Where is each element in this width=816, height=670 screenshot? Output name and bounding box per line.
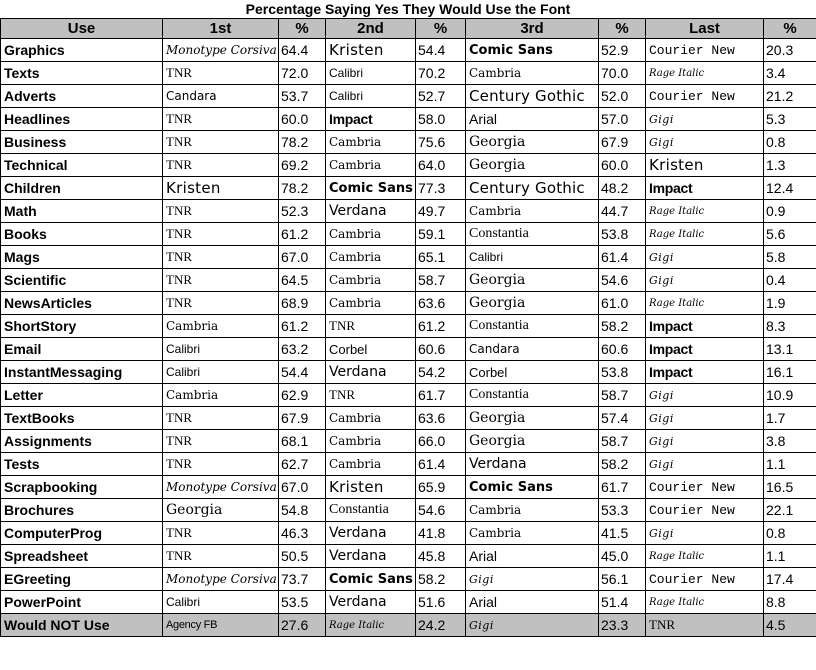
second-pct-cell: 66.0 bbox=[416, 430, 466, 453]
second-pct-cell: 77.3 bbox=[416, 177, 466, 200]
last-font-cell: Rage Italic bbox=[646, 223, 764, 246]
third-font-cell: Cambria bbox=[466, 200, 599, 223]
second-font-cell: TNR bbox=[326, 384, 416, 407]
first-font-cell: TNR bbox=[163, 246, 279, 269]
last-font-cell: Courier New bbox=[646, 568, 764, 591]
first-font-cell: TNR bbox=[163, 292, 279, 315]
first-font-cell: TNR bbox=[163, 200, 279, 223]
first-font-cell: TNR bbox=[163, 407, 279, 430]
use-cell: Business bbox=[1, 131, 163, 154]
third-font-cell: Georgia bbox=[466, 131, 599, 154]
third-pct-cell: 52.0 bbox=[599, 85, 646, 108]
last-font-cell: Impact bbox=[646, 338, 764, 361]
first-font-cell: TNR bbox=[163, 522, 279, 545]
last-font-cell: Kristen bbox=[646, 154, 764, 177]
first-font-cell: TNR bbox=[163, 223, 279, 246]
header-first: 1st bbox=[163, 19, 279, 39]
last-pct-cell: 12.4 bbox=[764, 177, 816, 200]
first-font-cell: TNR bbox=[163, 62, 279, 85]
header-last: Last bbox=[646, 19, 764, 39]
second-font-cell: Cambria bbox=[326, 223, 416, 246]
use-cell: PowerPoint bbox=[1, 591, 163, 614]
second-pct-cell: 63.6 bbox=[416, 292, 466, 315]
second-pct-cell: 41.8 bbox=[416, 522, 466, 545]
table-row bbox=[1, 269, 816, 292]
third-font-cell: Comic Sans bbox=[466, 39, 599, 62]
last-font-cell: Impact bbox=[646, 315, 764, 338]
third-pct-cell: 61.4 bbox=[599, 246, 646, 269]
first-pct-cell: 61.2 bbox=[279, 223, 326, 246]
third-font-cell: Georgia bbox=[466, 292, 599, 315]
last-font-cell: Gigi bbox=[646, 131, 764, 154]
table-row bbox=[1, 85, 816, 108]
third-pct-cell: 45.0 bbox=[599, 545, 646, 568]
last-pct-cell: 21.2 bbox=[764, 85, 816, 108]
second-font-cell: TNR bbox=[326, 315, 416, 338]
third-font-cell: Georgia bbox=[466, 430, 599, 453]
second-font-cell: Cambria bbox=[326, 407, 416, 430]
third-pct-cell: 57.0 bbox=[599, 108, 646, 131]
first-font-cell: TNR bbox=[163, 269, 279, 292]
first-pct-cell: 68.9 bbox=[279, 292, 326, 315]
last-pct-cell: 10.9 bbox=[764, 384, 816, 407]
last-font-cell: TNR bbox=[646, 614, 764, 637]
third-pct-cell: 57.4 bbox=[599, 407, 646, 430]
third-font-cell: Arial bbox=[466, 591, 599, 614]
third-pct-cell: 54.6 bbox=[599, 269, 646, 292]
use-cell: Assignments bbox=[1, 430, 163, 453]
second-font-cell: Corbel bbox=[326, 338, 416, 361]
table-row bbox=[1, 62, 816, 85]
third-font-cell: Georgia bbox=[466, 269, 599, 292]
last-pct-cell: 0.4 bbox=[764, 269, 816, 292]
last-pct-cell: 3.8 bbox=[764, 430, 816, 453]
header-third-pct: % bbox=[599, 19, 646, 39]
third-font-cell: Candara bbox=[466, 338, 599, 361]
third-pct-cell: 44.7 bbox=[599, 200, 646, 223]
second-font-cell: Cambria bbox=[326, 430, 416, 453]
first-pct-cell: 78.2 bbox=[279, 177, 326, 200]
last-font-cell: Rage Italic bbox=[646, 200, 764, 223]
table-row bbox=[1, 591, 816, 614]
first-pct-cell: 50.5 bbox=[279, 545, 326, 568]
second-pct-cell: 60.6 bbox=[416, 338, 466, 361]
third-pct-cell: 67.9 bbox=[599, 131, 646, 154]
last-font-cell: Courier New bbox=[646, 85, 764, 108]
second-font-cell: Rage Italic bbox=[326, 614, 416, 637]
second-pct-cell: 65.9 bbox=[416, 476, 466, 499]
header-last-pct: % bbox=[764, 19, 816, 39]
last-font-cell: Gigi bbox=[646, 108, 764, 131]
table-row bbox=[1, 292, 816, 315]
last-pct-cell: 1.9 bbox=[764, 292, 816, 315]
first-pct-cell: 27.6 bbox=[279, 614, 326, 637]
last-font-cell: Rage Italic bbox=[646, 591, 764, 614]
last-pct-cell: 5.6 bbox=[764, 223, 816, 246]
use-cell: Tests bbox=[1, 453, 163, 476]
table-row bbox=[1, 131, 816, 154]
second-font-cell: Verdana bbox=[326, 361, 416, 384]
third-font-cell: Verdana bbox=[466, 453, 599, 476]
use-cell: Would NOT Use bbox=[1, 614, 163, 637]
last-font-cell: Gigi bbox=[646, 407, 764, 430]
third-font-cell: Georgia bbox=[466, 407, 599, 430]
third-pct-cell: 58.2 bbox=[599, 453, 646, 476]
last-font-cell: Rage Italic bbox=[646, 292, 764, 315]
last-pct-cell: 1.1 bbox=[764, 545, 816, 568]
table-row bbox=[1, 315, 816, 338]
use-cell: Scrapbooking bbox=[1, 476, 163, 499]
first-pct-cell: 54.4 bbox=[279, 361, 326, 384]
second-font-cell: Verdana bbox=[326, 522, 416, 545]
third-font-cell: Cambria bbox=[466, 522, 599, 545]
last-pct-cell: 5.3 bbox=[764, 108, 816, 131]
table-row bbox=[1, 614, 816, 637]
last-font-cell: Courier New bbox=[646, 39, 764, 62]
third-pct-cell: 56.1 bbox=[599, 568, 646, 591]
second-pct-cell: 52.7 bbox=[416, 85, 466, 108]
last-pct-cell: 0.8 bbox=[764, 522, 816, 545]
first-pct-cell: 62.9 bbox=[279, 384, 326, 407]
second-font-cell: Verdana bbox=[326, 545, 416, 568]
header-second: 2nd bbox=[326, 19, 416, 39]
third-font-cell: Georgia bbox=[466, 154, 599, 177]
third-pct-cell: 58.7 bbox=[599, 430, 646, 453]
first-pct-cell: 64.5 bbox=[279, 269, 326, 292]
second-pct-cell: 49.7 bbox=[416, 200, 466, 223]
table-title: Percentage Saying Yes They Would Use the Font bbox=[245, 1, 571, 17]
second-font-cell: Verdana bbox=[326, 200, 416, 223]
second-font-cell: Comic Sans bbox=[326, 177, 416, 200]
table-row bbox=[1, 361, 816, 384]
use-cell: NewsArticles bbox=[1, 292, 163, 315]
table-row bbox=[1, 430, 816, 453]
third-font-cell: Gigi bbox=[466, 614, 599, 637]
first-pct-cell: 67.0 bbox=[279, 476, 326, 499]
last-pct-cell: 8.3 bbox=[764, 315, 816, 338]
table-row bbox=[1, 338, 816, 361]
second-pct-cell: 61.4 bbox=[416, 453, 466, 476]
second-pct-cell: 54.6 bbox=[416, 499, 466, 522]
last-pct-cell: 20.3 bbox=[764, 39, 816, 62]
second-pct-cell: 65.1 bbox=[416, 246, 466, 269]
table-row bbox=[1, 223, 816, 246]
use-cell: Books bbox=[1, 223, 163, 246]
first-font-cell: Calibri bbox=[163, 338, 279, 361]
last-font-cell: Gigi bbox=[646, 246, 764, 269]
table-row bbox=[1, 108, 816, 131]
third-pct-cell: 58.7 bbox=[599, 384, 646, 407]
use-cell: Headlines bbox=[1, 108, 163, 131]
table-row bbox=[1, 39, 816, 62]
second-pct-cell: 45.8 bbox=[416, 545, 466, 568]
third-pct-cell: 51.4 bbox=[599, 591, 646, 614]
second-font-cell: Cambria bbox=[326, 292, 416, 315]
second-font-cell: Calibri bbox=[326, 85, 416, 108]
second-font-cell: Cambria bbox=[326, 131, 416, 154]
first-pct-cell: 72.0 bbox=[279, 62, 326, 85]
first-font-cell: Georgia bbox=[163, 499, 279, 522]
use-cell: InstantMessaging bbox=[1, 361, 163, 384]
last-font-cell: Gigi bbox=[646, 269, 764, 292]
second-font-cell: Cambria bbox=[326, 246, 416, 269]
first-pct-cell: 53.7 bbox=[279, 85, 326, 108]
last-pct-cell: 0.9 bbox=[764, 200, 816, 223]
last-font-cell: Impact bbox=[646, 177, 764, 200]
table-row bbox=[1, 200, 816, 223]
first-pct-cell: 78.2 bbox=[279, 131, 326, 154]
third-pct-cell: 52.9 bbox=[599, 39, 646, 62]
first-pct-cell: 62.7 bbox=[279, 453, 326, 476]
last-pct-cell: 22.1 bbox=[764, 499, 816, 522]
first-font-cell: Calibri bbox=[163, 361, 279, 384]
third-font-cell: Arial bbox=[466, 108, 599, 131]
table-row bbox=[1, 476, 816, 499]
third-pct-cell: 53.8 bbox=[599, 361, 646, 384]
third-pct-cell: 53.3 bbox=[599, 499, 646, 522]
first-font-cell: Cambria bbox=[163, 384, 279, 407]
last-font-cell: Gigi bbox=[646, 430, 764, 453]
first-font-cell: TNR bbox=[163, 453, 279, 476]
first-pct-cell: 64.4 bbox=[279, 39, 326, 62]
first-pct-cell: 67.0 bbox=[279, 246, 326, 269]
first-pct-cell: 53.5 bbox=[279, 591, 326, 614]
first-pct-cell: 46.3 bbox=[279, 522, 326, 545]
second-pct-cell: 54.2 bbox=[416, 361, 466, 384]
first-font-cell: Calibri bbox=[163, 591, 279, 614]
first-pct-cell: 63.2 bbox=[279, 338, 326, 361]
table-row bbox=[1, 499, 816, 522]
last-pct-cell: 17.4 bbox=[764, 568, 816, 591]
table-row bbox=[1, 453, 816, 476]
use-cell: EGreeting bbox=[1, 568, 163, 591]
first-font-cell: TNR bbox=[163, 131, 279, 154]
third-pct-cell: 53.8 bbox=[599, 223, 646, 246]
table-row bbox=[1, 545, 816, 568]
second-font-cell: Constantia bbox=[326, 499, 416, 522]
second-pct-cell: 61.7 bbox=[416, 384, 466, 407]
third-pct-cell: 41.5 bbox=[599, 522, 646, 545]
third-pct-cell: 70.0 bbox=[599, 62, 646, 85]
third-pct-cell: 58.2 bbox=[599, 315, 646, 338]
first-pct-cell: 60.0 bbox=[279, 108, 326, 131]
third-pct-cell: 60.0 bbox=[599, 154, 646, 177]
use-cell: Scientific bbox=[1, 269, 163, 292]
first-font-cell: Cambria bbox=[163, 315, 279, 338]
header-second-pct: % bbox=[416, 19, 466, 39]
last-font-cell: Impact bbox=[646, 361, 764, 384]
last-pct-cell: 1.7 bbox=[764, 407, 816, 430]
use-cell: Email bbox=[1, 338, 163, 361]
use-cell: Children bbox=[1, 177, 163, 200]
second-pct-cell: 59.1 bbox=[416, 223, 466, 246]
second-font-cell: Calibri bbox=[326, 62, 416, 85]
third-font-cell: Calibri bbox=[466, 246, 599, 269]
use-cell: Letter bbox=[1, 384, 163, 407]
first-pct-cell: 68.1 bbox=[279, 430, 326, 453]
first-pct-cell: 61.2 bbox=[279, 315, 326, 338]
second-pct-cell: 54.4 bbox=[416, 39, 466, 62]
third-font-cell: Corbel bbox=[466, 361, 599, 384]
second-pct-cell: 58.0 bbox=[416, 108, 466, 131]
table-row bbox=[1, 177, 816, 200]
second-pct-cell: 75.6 bbox=[416, 131, 466, 154]
second-pct-cell: 58.2 bbox=[416, 568, 466, 591]
last-pct-cell: 1.3 bbox=[764, 154, 816, 177]
first-font-cell: TNR bbox=[163, 430, 279, 453]
first-font-cell: Kristen bbox=[163, 177, 279, 200]
header-row bbox=[1, 19, 816, 39]
third-font-cell: Constantia bbox=[466, 315, 599, 338]
use-cell: ShortStory bbox=[1, 315, 163, 338]
second-pct-cell: 24.2 bbox=[416, 614, 466, 637]
second-font-cell: Kristen bbox=[326, 476, 416, 499]
use-cell: Mags bbox=[1, 246, 163, 269]
last-pct-cell: 4.5 bbox=[764, 614, 816, 637]
last-font-cell: Courier New bbox=[646, 499, 764, 522]
third-font-cell: Cambria bbox=[466, 62, 599, 85]
font-usage-table bbox=[0, 18, 816, 637]
use-cell: Math bbox=[1, 200, 163, 223]
first-font-cell: Monotype Corsiva bbox=[163, 39, 279, 62]
third-font-cell: Constantia bbox=[466, 223, 599, 246]
third-font-cell: Cambria bbox=[466, 499, 599, 522]
header-use: Use bbox=[1, 19, 163, 39]
use-cell: Spreadsheet bbox=[1, 545, 163, 568]
second-font-cell: Cambria bbox=[326, 269, 416, 292]
third-pct-cell: 23.3 bbox=[599, 614, 646, 637]
second-font-cell: Kristen bbox=[326, 39, 416, 62]
use-cell: Technical bbox=[1, 154, 163, 177]
third-pct-cell: 61.7 bbox=[599, 476, 646, 499]
table-row bbox=[1, 407, 816, 430]
last-pct-cell: 16.5 bbox=[764, 476, 816, 499]
use-cell: Adverts bbox=[1, 85, 163, 108]
second-font-cell: Cambria bbox=[326, 453, 416, 476]
table-row bbox=[1, 384, 816, 407]
last-pct-cell: 5.8 bbox=[764, 246, 816, 269]
use-cell: Graphics bbox=[1, 39, 163, 62]
third-font-cell: Constantia bbox=[466, 384, 599, 407]
first-font-cell: Monotype Corsiva bbox=[163, 476, 279, 499]
table-row bbox=[1, 246, 816, 269]
second-font-cell: Comic Sans bbox=[326, 568, 416, 591]
use-cell: Texts bbox=[1, 62, 163, 85]
last-font-cell: Rage Italic bbox=[646, 545, 764, 568]
second-font-cell: Impact bbox=[326, 108, 416, 131]
first-pct-cell: 52.3 bbox=[279, 200, 326, 223]
last-font-cell: Rage Italic bbox=[646, 62, 764, 85]
last-pct-cell: 8.8 bbox=[764, 591, 816, 614]
second-pct-cell: 63.6 bbox=[416, 407, 466, 430]
third-font-cell: Comic Sans bbox=[466, 476, 599, 499]
second-font-cell: Cambria bbox=[326, 154, 416, 177]
third-font-cell: Gigi bbox=[466, 568, 599, 591]
second-font-cell: Verdana bbox=[326, 591, 416, 614]
first-pct-cell: 69.2 bbox=[279, 154, 326, 177]
last-pct-cell: 1.1 bbox=[764, 453, 816, 476]
third-font-cell: Century Gothic bbox=[466, 177, 599, 200]
last-font-cell: Gigi bbox=[646, 384, 764, 407]
last-pct-cell: 0.8 bbox=[764, 131, 816, 154]
third-pct-cell: 60.6 bbox=[599, 338, 646, 361]
last-font-cell: Gigi bbox=[646, 522, 764, 545]
use-cell: TextBooks bbox=[1, 407, 163, 430]
second-pct-cell: 64.0 bbox=[416, 154, 466, 177]
first-font-cell: Agency FB bbox=[163, 614, 279, 637]
table-row bbox=[1, 522, 816, 545]
last-font-cell: Gigi bbox=[646, 453, 764, 476]
first-font-cell: TNR bbox=[163, 108, 279, 131]
second-pct-cell: 51.6 bbox=[416, 591, 466, 614]
use-cell: ComputerProg bbox=[1, 522, 163, 545]
last-font-cell: Courier New bbox=[646, 476, 764, 499]
second-pct-cell: 70.2 bbox=[416, 62, 466, 85]
table-row bbox=[1, 154, 816, 177]
table-row bbox=[1, 568, 816, 591]
last-pct-cell: 13.1 bbox=[764, 338, 816, 361]
header-first-pct: % bbox=[279, 19, 326, 39]
first-font-cell: Monotype Corsiva bbox=[163, 568, 279, 591]
second-pct-cell: 58.7 bbox=[416, 269, 466, 292]
third-pct-cell: 48.2 bbox=[599, 177, 646, 200]
last-pct-cell: 3.4 bbox=[764, 62, 816, 85]
first-pct-cell: 54.8 bbox=[279, 499, 326, 522]
use-cell: Brochures bbox=[1, 499, 163, 522]
third-font-cell: Arial bbox=[466, 545, 599, 568]
first-font-cell: TNR bbox=[163, 154, 279, 177]
second-pct-cell: 61.2 bbox=[416, 315, 466, 338]
first-pct-cell: 67.9 bbox=[279, 407, 326, 430]
first-font-cell: Candara bbox=[163, 85, 279, 108]
first-pct-cell: 73.7 bbox=[279, 568, 326, 591]
last-pct-cell: 16.1 bbox=[764, 361, 816, 384]
third-font-cell: Century Gothic bbox=[466, 85, 599, 108]
third-pct-cell: 61.0 bbox=[599, 292, 646, 315]
first-font-cell: TNR bbox=[163, 545, 279, 568]
header-third: 3rd bbox=[466, 19, 599, 39]
